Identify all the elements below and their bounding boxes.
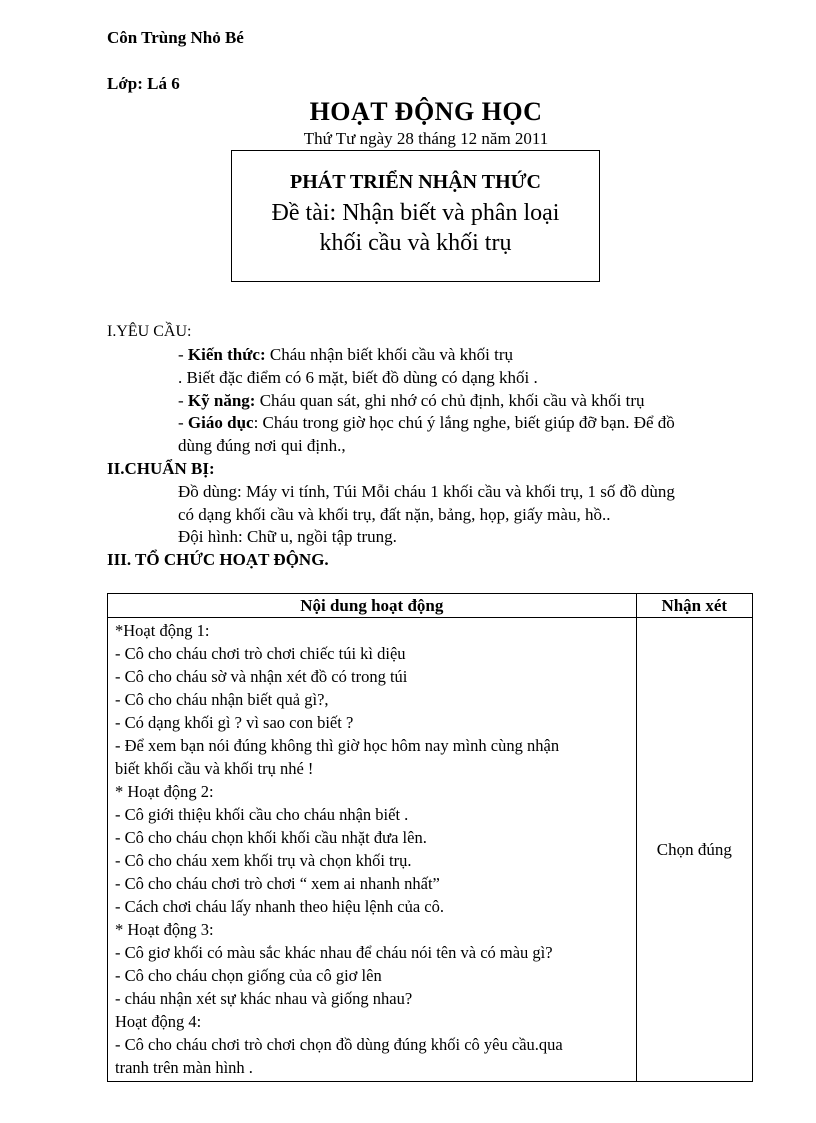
list-item: *Hoạt động 1: <box>115 621 210 640</box>
school-name: Côn Trùng Nhỏ Bé <box>107 28 244 47</box>
activity-content-cell <box>108 618 637 1082</box>
section-1-title: I.YÊU CẦU: <box>107 323 192 340</box>
list-item: * Hoạt động 2: <box>115 782 214 801</box>
list-item: - Cách chơi cháu lấy nhanh theo hiệu lệnh của cô. <box>115 897 444 916</box>
section-2-title: II.CHUẨN BỊ: <box>107 459 215 478</box>
topic-title-line-1: Đề tài: Nhận biết và phân loại <box>271 200 560 226</box>
list-item: tranh trên màn hình . <box>115 1058 253 1077</box>
education-line: - Giáo dục: Cháu trong giờ học chú ý lắng nghe, biết giúp đỡ bạn. Để đồ <box>178 413 675 432</box>
list-item: - Cô cho cháu nhận biết quả gì?, <box>115 690 329 709</box>
education-text: : Cháu trong giờ học chú ý lắng nghe, biết giúp đỡ bạn. Để đồ <box>253 413 675 432</box>
table-row <box>108 618 753 1082</box>
class-label: Lớp: Lá 6 <box>107 74 180 93</box>
table-header-row <box>108 594 753 618</box>
topic-box <box>231 150 600 282</box>
list-item: - Cô cho cháu chơi trò chơi “ xem ai nhanh nhất” <box>115 874 440 893</box>
knowledge-label: Kiến thức: <box>187 345 266 364</box>
list-item: * Hoạt động 3: <box>115 920 214 939</box>
formation-line: Đội hình: Chữ u, ngồi tập trung. <box>178 527 397 546</box>
list-item: - Có dạng khối gì ? vì sao con biết ? <box>115 713 354 732</box>
list-item: - Cô giơ khối có màu sắc khác nhau để cháu nói tên và có màu gì? <box>115 943 553 962</box>
knowledge-text: Cháu nhận biết khối cầu và khối trụ <box>265 345 514 364</box>
list-item: - Cô cho cháu xem khối trụ và chọn khối trụ. <box>115 851 412 870</box>
list-item: - Cô cho cháu chọn khối khối cầu nhặt đưa lên. <box>115 828 427 847</box>
list-item: Hoạt động 4: <box>115 1012 202 1031</box>
lesson-date: Thứ Tư ngày 28 tháng 12 năm 2011 <box>303 129 549 148</box>
skill-label: Kỹ năng: <box>187 391 256 410</box>
list-item: - Cô cho cháu sờ và nhận xét đồ có trong túi <box>115 667 408 686</box>
page-title: HOẠT ĐỘNG HỌC <box>309 97 543 126</box>
remark-cell: Chọn đúng <box>636 618 752 1082</box>
education-label: Giáo dục <box>187 413 254 432</box>
skill-text: Cháu quan sát, ghi nhớ có chủ định, khối cầu và khối trụ <box>255 391 645 410</box>
list-item: - Cô cho cháu chọn giống của cô giơ lên <box>115 966 382 985</box>
list-item: - Cô giới thiệu khối cầu cho cháu nhận biết . <box>115 805 409 824</box>
header-remark: Nhận xét <box>636 594 752 618</box>
knowledge-line-2: . Biết đặc điểm có 6 mặt, biết đồ dùng có dạng khối . <box>178 368 538 387</box>
topic-title-line-2: khối cầu và khối trụ <box>319 230 512 256</box>
list-item: biết khối cầu và khối trụ nhé ! <box>115 759 314 778</box>
list-item: - Để xem bạn nói đúng không thì giờ học hôm nay mình cùng nhận <box>115 736 560 755</box>
section-3-title: III. TỔ CHỨC HOẠT ĐỘNG. <box>107 550 329 569</box>
activity-list <box>108 618 636 1081</box>
topic-heading: PHÁT TRIỂN NHẬN THỨC <box>290 171 541 193</box>
list-item: - Cô cho cháu chơi trò chơi chiếc túi kì diệu <box>115 644 406 663</box>
materials-line-2: có dạng khối cầu và khối trụ, đất nặn, bảng, họp, giấy màu, hồ.. <box>178 505 611 524</box>
materials-line-1: Đồ dùng: Máy vi tính, Túi Mỗi cháu 1 khối cầu và khối trụ, 1 số đồ dùng <box>178 482 675 501</box>
list-item: - Cô cho cháu chơi trò chơi chọn đồ dùng đúng khối cô yêu cầu.qua <box>115 1035 563 1054</box>
education-line-2: dùng đúng nơi qui định., <box>178 436 346 455</box>
list-item: - cháu nhận xét sự khác nhau và giống nhau? <box>115 989 413 1008</box>
activity-table <box>107 593 753 1082</box>
skill-line: - Kỹ năng: Cháu quan sát, ghi nhớ có chủ định, khối cầu và khối trụ <box>178 391 645 410</box>
header-content: Nội dung hoạt động <box>108 594 637 618</box>
knowledge-line: - Kiến thức: Cháu nhận biết khối cầu và khối trụ <box>178 345 514 364</box>
